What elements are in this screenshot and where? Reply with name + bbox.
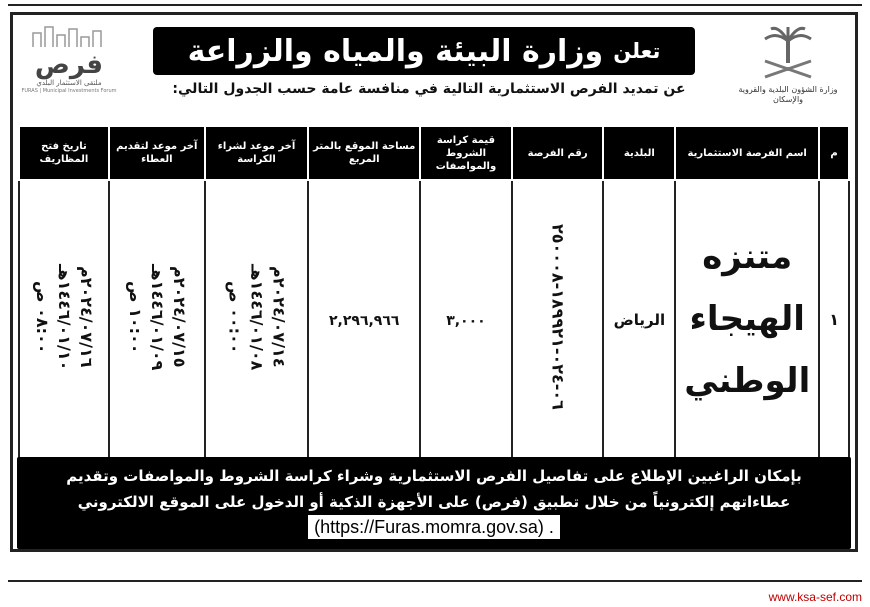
announcement-frame [10,12,858,552]
opportunity-name-line3: الوطني [684,361,811,401]
col-header-opening-date: تاريخ فتح المظاريف [19,126,109,180]
palm-swords-icon [753,23,823,83]
title-banner [153,27,695,75]
cell-price [420,180,512,458]
col-header-index: م [819,126,849,180]
col-header-bid-deadline: آخر موعد لتقديم العطاء [109,126,205,180]
opportunity-name-line2: الهيجاء [689,299,805,339]
ministry-logo-text: وزارة الشؤون البلدية والقروية والإسكان [738,85,838,104]
row-index: ١ [829,309,839,329]
bottom-rule [8,580,862,582]
col-header-name: اسم الفرصة الاستثمارية [675,126,819,180]
opportunity-name-line1: متنزه [702,237,793,277]
col-header-area: مساحة الموقع بالمتر المربع [308,126,420,180]
city: الرياض [613,310,666,329]
furas-logo [19,25,119,117]
cell-city [603,180,675,458]
subtitle: عن تمديد الفرص الاستثمارية التالية في منافسة عامة حسب الجدول التالي: [172,81,686,97]
furas-word: فرص [34,50,104,80]
footer-line2: عطاءاتهم إلكترونياً من خلال تطبيق (فرص) على الأجهزة الذكية أو الدخول على الموقع الالكتروني [77,493,791,511]
footer-notice [17,457,851,549]
cell-bid-deadline [109,180,205,458]
footer-line1: بإمكان الراغبين الإطلاع على تفاصيل الفرص الاستثمارية وشراء كراسة الشروط والمواصفات وتقديم [66,467,802,485]
opportunities-table [18,125,850,459]
booklet-price: ٣,٠٠٠ [446,312,486,329]
site-watermark: www.ksa-sef.com [768,590,862,604]
top-rule [8,4,862,6]
site-area: ٢,٢٩٦,٩٦٦ [328,312,400,329]
cell-number [512,180,604,458]
skyline-icon [29,25,109,47]
cell-name [675,180,819,458]
table-header-row [19,126,849,180]
cell-purchase-deadline [205,180,309,458]
cell-opening-date [19,180,109,458]
furas-url-link[interactable]: (https://Furas.momra.gov.sa) . [308,515,560,539]
bid-deadline: ٢٠٢٤/٠٧/١٥م ١٤٤٦/٠١/٠٩هـ ١٠:٠٠ ص [125,263,189,371]
opening-date: ٢٠٢٤/٠٧/١٦م ١٤٤٦/٠١/١٠هـ ٠٨:٠٠ ص [32,263,96,371]
page-title: وزارة البيئة والمياه والزراعة [187,33,604,69]
opportunity-number: ٠٦-٠٢٤-١٨٩٩٢١-٢٥٠٠٠٨ [548,224,568,410]
col-header-number: رقم الفرصة [512,126,604,180]
ministry-logo [729,23,847,119]
col-header-purchase-deadline: آخر موعد لشراء الكراسة [205,126,309,180]
col-header-price: قيمة كراسة الشروط والمواصفات [420,126,512,180]
cell-index [819,180,849,458]
furas-sub-en: FURAS | Municipal Investments Forum [21,88,117,94]
purchase-deadline: ٢٠٢٤/٠٧/١٤م ١٤٤٦/٠١/٠٨هـ ٠٠:٠٠ ص [225,263,289,371]
title-prefix: تعلن [613,39,661,63]
announcement-header [13,15,855,125]
cell-area [308,180,420,458]
table-row [19,180,849,458]
col-header-city: البلدية [603,126,675,180]
furas-sub: ملتقى الاستثمار البلدي [36,79,102,87]
